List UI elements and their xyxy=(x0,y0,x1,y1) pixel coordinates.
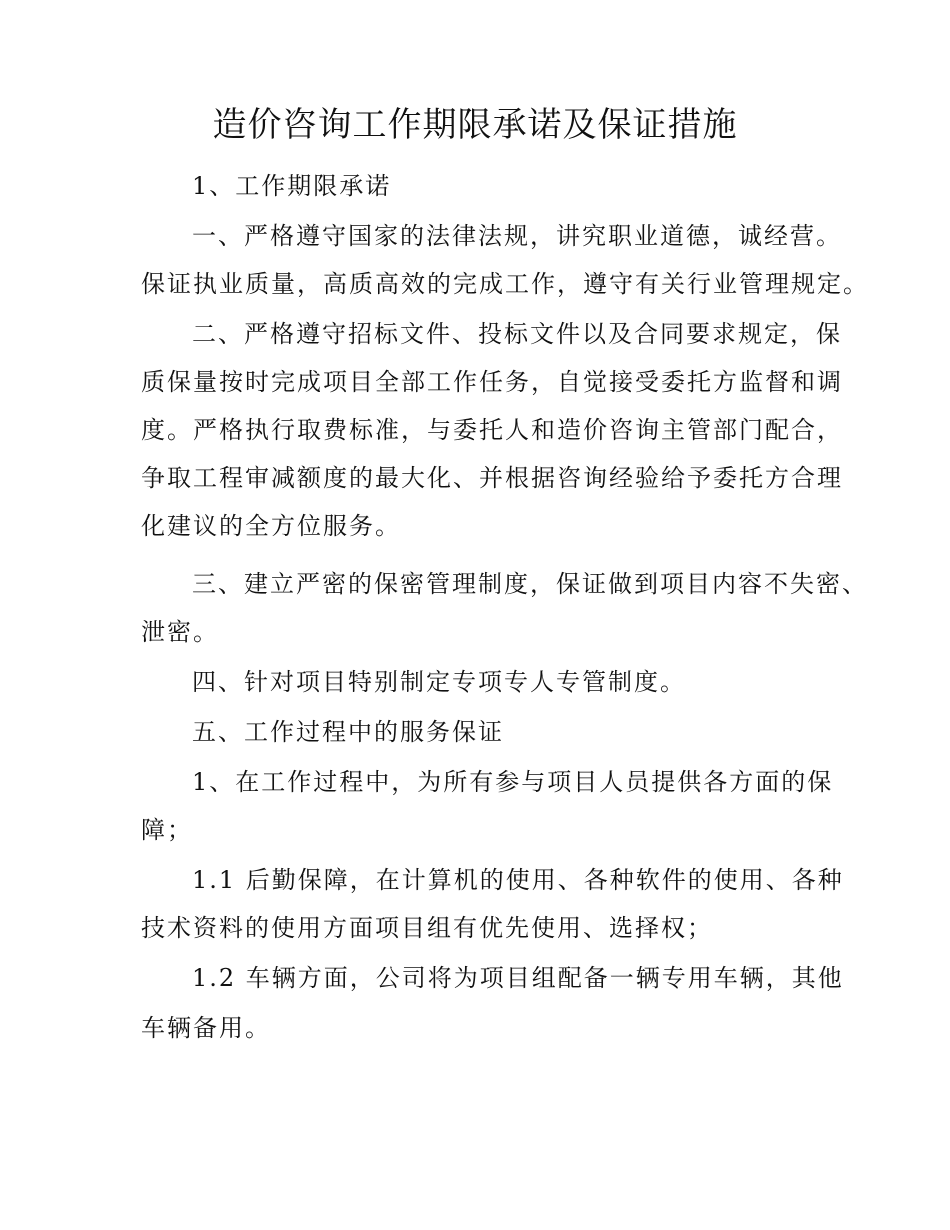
paragraph-line: 障； xyxy=(141,816,193,844)
paragraph-line: 度。严格执行取费标准，与委托人和造价咨询主管部门配合， xyxy=(141,416,843,444)
paragraph-line: 一、严格遵守国家的法律法规，讲究职业道德，诚经营。 xyxy=(192,222,842,250)
paragraph-line: 保证执业质量，高质高效的完成工作，遵守有关行业管理规定。 xyxy=(141,270,869,298)
paragraph-line: 1.2 车辆方面，公司将为项目组配备一辆专用车辆，其他 xyxy=(192,964,844,992)
paragraph-line: 质保量按时完成项目全部工作任务，自觉接受委托方监督和调 xyxy=(141,368,843,396)
paragraph-line: 车辆备用。 xyxy=(141,1014,271,1042)
paragraph-line: 技术资料的使用方面项目组有优先使用、选择权； xyxy=(141,914,713,942)
paragraph-line: 二、严格遵守招标文件、投标文件以及合同要求规定，保 xyxy=(192,320,842,348)
paragraph-line: 四、针对项目特别制定专项专人专管制度。 xyxy=(192,668,686,696)
paragraph-line: 1、在工作过程中，为所有参与项目人员提供各方面的保 xyxy=(192,768,834,796)
paragraph-line: 1、工作期限承诺 xyxy=(192,172,392,200)
paragraph-line: 争取工程审减额度的最大化、并根据咨询经验给予委托方合理 xyxy=(141,464,843,492)
paragraph-line: 泄密。 xyxy=(141,618,219,646)
paragraph-line: 化建议的全方位服务。 xyxy=(141,512,401,540)
paragraph-line: 1.1 后勤保障，在计算机的使用、各种软件的使用、各种 xyxy=(192,866,844,894)
paragraph-line: 五、工作过程中的服务保证 xyxy=(192,718,504,746)
document-title: 造价咨询工作期限承诺及保证措施 xyxy=(212,105,738,145)
paragraph-line: 三、建立严密的保密管理制度，保证做到项目内容不失密、 xyxy=(192,570,868,598)
